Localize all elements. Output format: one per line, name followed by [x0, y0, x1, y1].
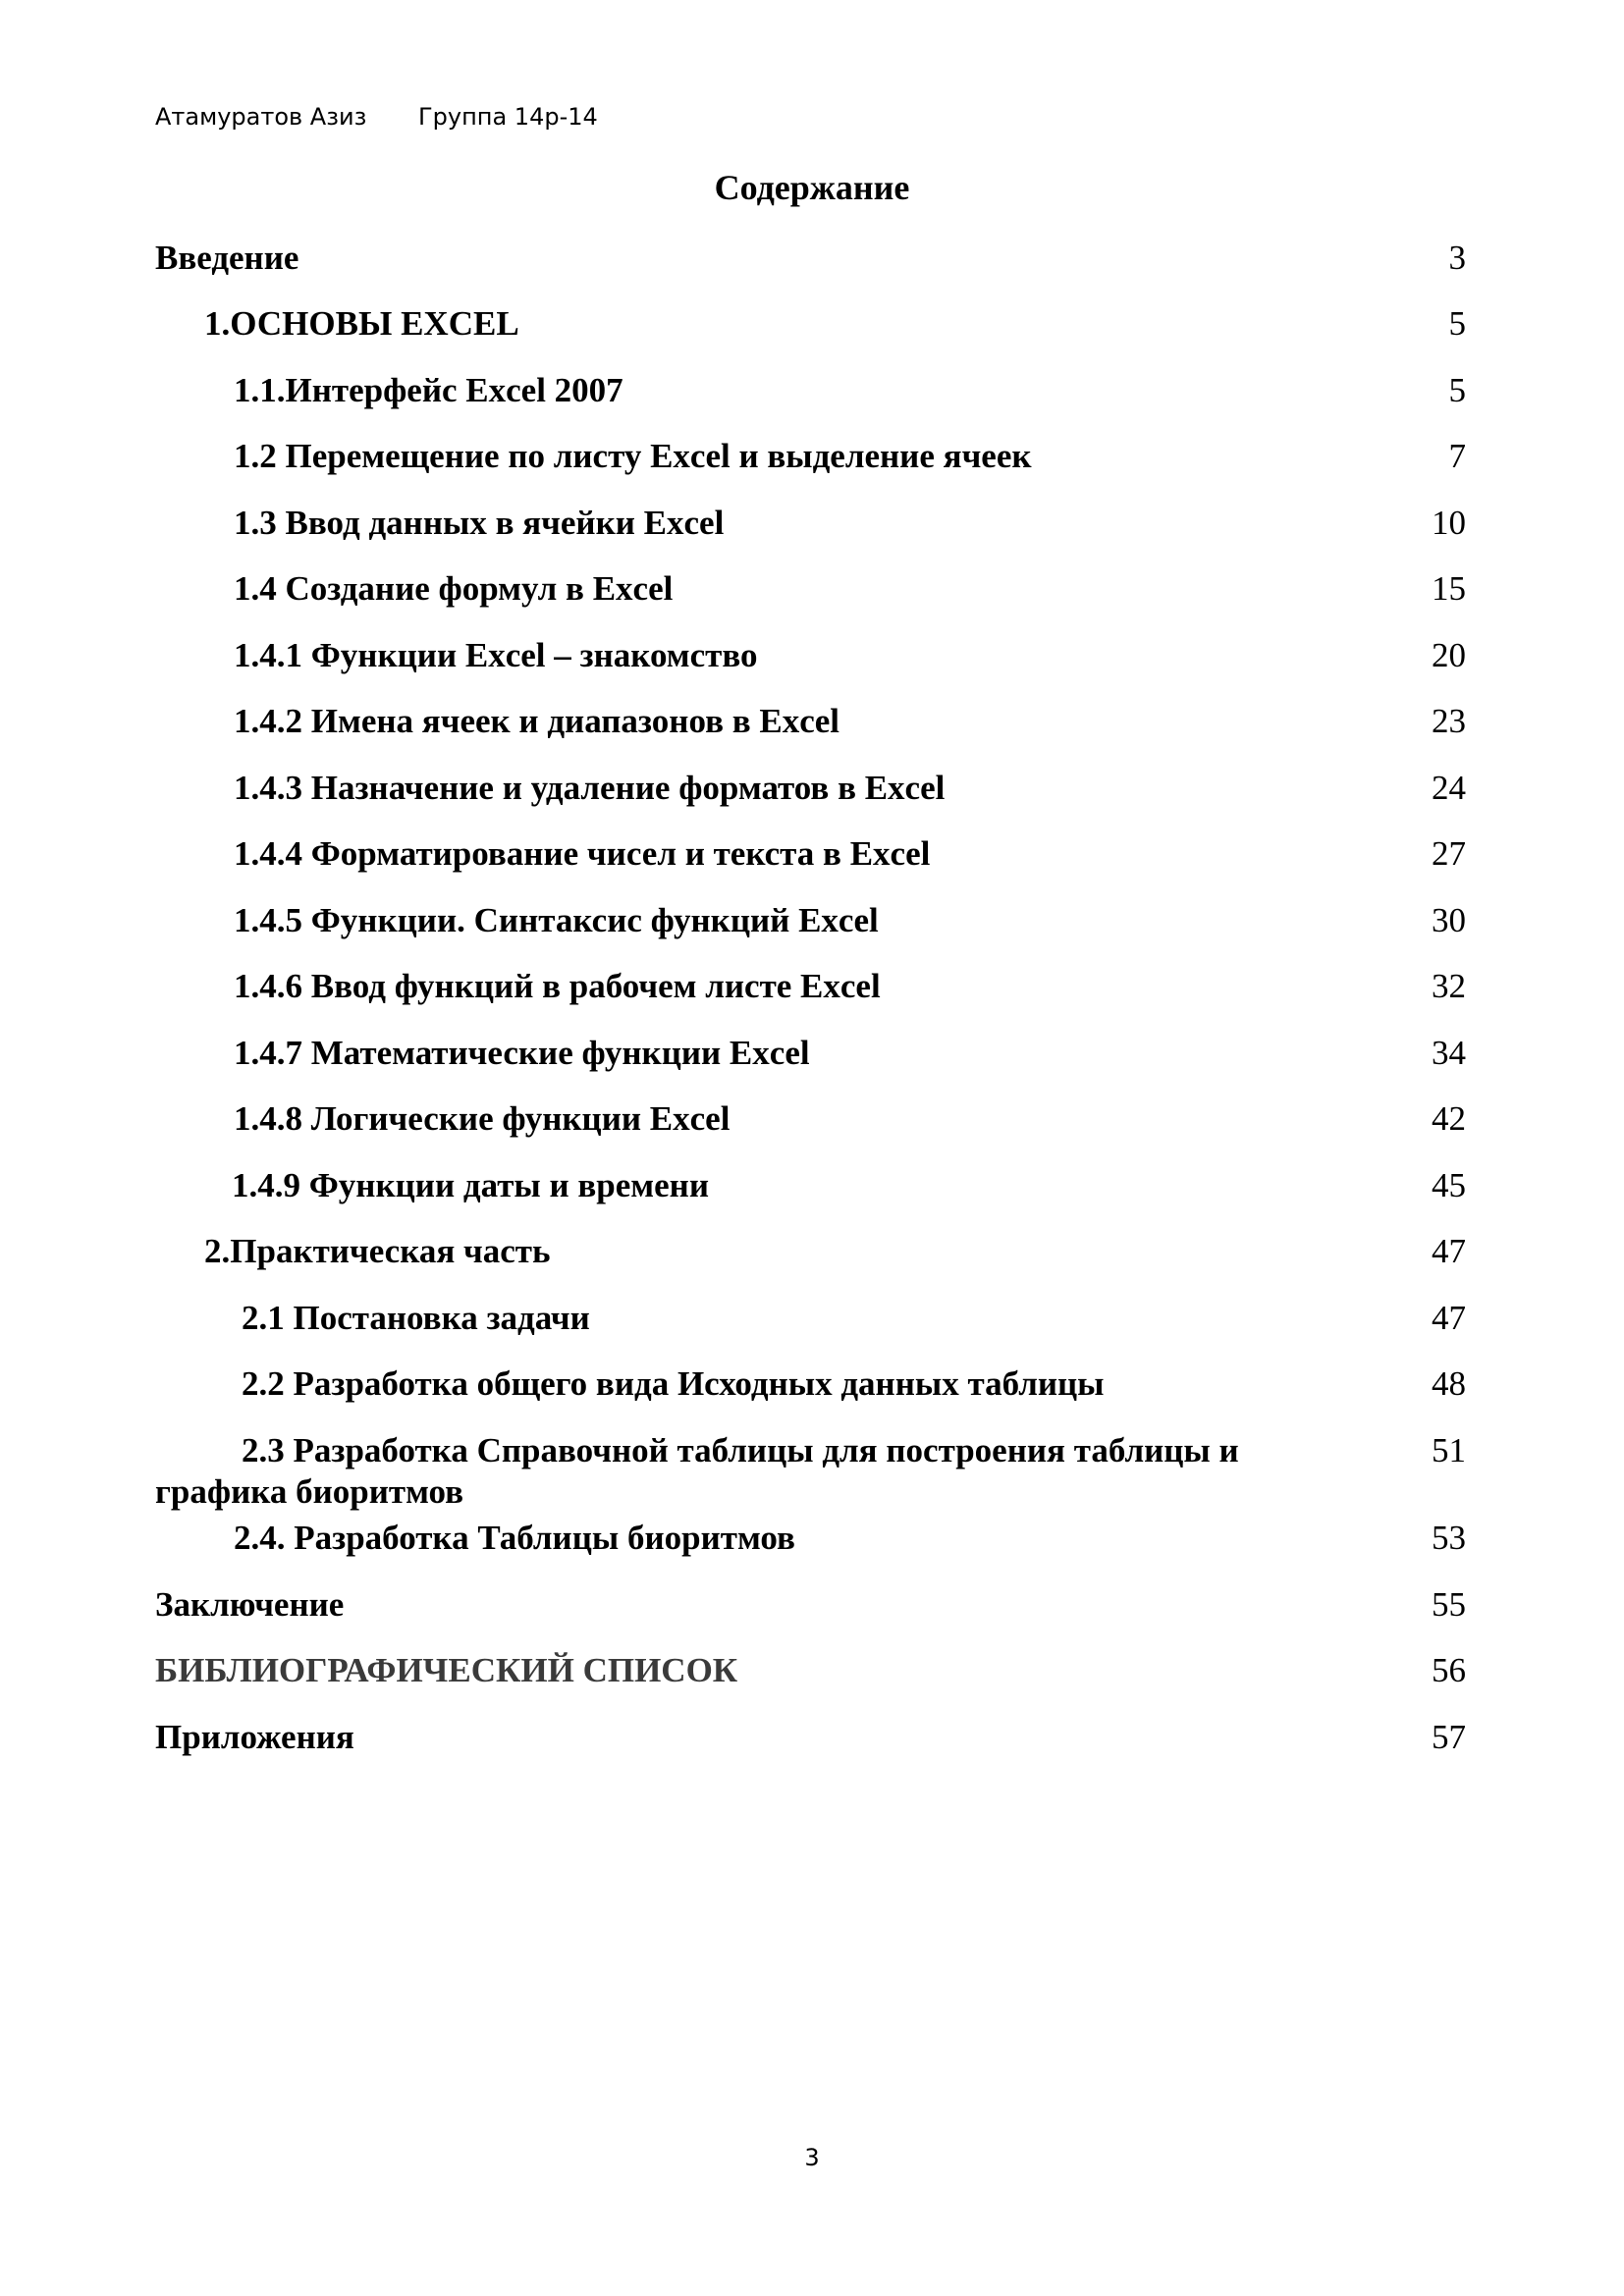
- page-number: 3: [804, 2144, 820, 2171]
- toc-entry-page: 30: [1432, 901, 1466, 939]
- toc-entry-label: 1.4.3 Назначение и удаление форматов в Excel: [234, 769, 946, 807]
- toc-entry-label-line2: графика биоритмов: [155, 1472, 464, 1511]
- toc-entry-label: 1.4.8 Логические функции Excel: [234, 1099, 731, 1138]
- header-group: Группа 14р-14: [418, 103, 598, 131]
- toc-entry-label: 1.1.Интерфейс Excel 2007: [234, 371, 623, 409]
- toc-entry-label: 2.4. Разработка Таблицы биоритмов: [234, 1519, 795, 1557]
- toc-entry-label: 2.1 Постановка задачи: [242, 1299, 590, 1337]
- toc-entry-label: 1.4.7 Математические функции Excel: [234, 1034, 810, 1072]
- toc-entry-page: 42: [1432, 1099, 1466, 1138]
- toc-entry-label: 2.Практическая часть: [204, 1232, 551, 1270]
- toc-entry-label: 1.ОСНОВЫ EXCEL: [204, 304, 519, 343]
- toc-entry-label: Заключение: [155, 1585, 345, 1624]
- toc-entry-page: 57: [1432, 1718, 1466, 1756]
- toc-entry-page: 5: [1448, 304, 1466, 343]
- toc-entry-page: 7: [1448, 437, 1466, 475]
- toc-entry-page: 23: [1432, 702, 1466, 740]
- toc-entry-page: 45: [1432, 1166, 1466, 1204]
- toc-entry-label: 1.4.2 Имена ячеек и диапазонов в Excel: [234, 702, 840, 740]
- toc-entry-label: 1.2 Перемещение по листу Excel и выделение ячеек: [234, 437, 1032, 475]
- toc-entry-label: 1.4.4 Форматирование чисел и текста в Excel: [234, 834, 931, 873]
- toc-entry-page: 15: [1432, 569, 1466, 608]
- toc-entry-page: 53: [1432, 1519, 1466, 1557]
- toc-title: Содержание: [714, 168, 910, 207]
- toc-entry-label: 1.4.1 Функции Excel – знакомство: [234, 636, 758, 674]
- toc-entry-label: 1.4.6 Ввод функций в рабочем листе Excel: [234, 967, 881, 1005]
- toc-entry-label: Введение: [155, 239, 299, 277]
- toc-entry-label: Приложения: [155, 1718, 354, 1756]
- toc-entry-label: [155, 1429, 1373, 1514]
- toc-entry-label: 1.3 Ввод данных в ячейки Excel: [234, 504, 725, 542]
- toc-entry-page: 55: [1432, 1585, 1466, 1624]
- toc-entry-page: 51: [1432, 1431, 1466, 1469]
- toc-entry-page: 10: [1432, 504, 1466, 542]
- toc-entry-label: 1.4 Создание формул в Excel: [234, 569, 674, 608]
- toc-entry-label: 1.4.9 Функции даты и времени: [232, 1166, 709, 1204]
- toc-entry-page: 48: [1432, 1364, 1466, 1403]
- toc-entry-label: БИБЛИОГРАФИЧЕСКИЙ СПИСОК: [155, 1651, 738, 1689]
- header-author: Атамуратов Азиз: [155, 103, 367, 131]
- toc-entry-label: 1.4.5 Функции. Синтаксис функций Excel: [234, 901, 879, 939]
- toc-entry-page: 5: [1448, 371, 1466, 409]
- toc-entry-page: 3: [1448, 239, 1466, 277]
- toc-entry-page: 56: [1432, 1651, 1466, 1689]
- toc-entry-page: 34: [1432, 1034, 1466, 1072]
- toc-entry-page: 47: [1432, 1232, 1466, 1270]
- toc-entry-page: 32: [1432, 967, 1466, 1005]
- toc-entry-page: 24: [1432, 769, 1466, 807]
- toc-entry-page: 27: [1432, 834, 1466, 873]
- toc-entry-label-line1: 2.3 Разработка Справочной таблицы для построения таблицы и: [242, 1431, 1239, 1469]
- toc-entry-label: 2.2 Разработка общего вида Исходных данных таблицы: [242, 1364, 1105, 1403]
- toc-entry-page: 20: [1432, 636, 1466, 674]
- toc-entry-page: 47: [1432, 1299, 1466, 1337]
